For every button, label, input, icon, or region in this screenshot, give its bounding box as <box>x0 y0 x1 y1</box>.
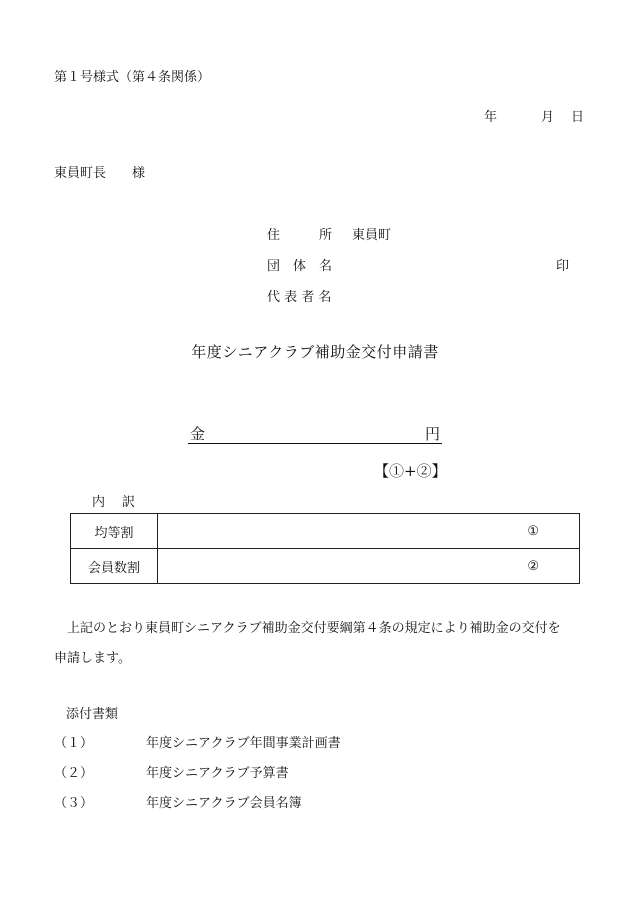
breakdown-marker: ② <box>158 549 580 584</box>
table-row <box>71 514 580 549</box>
breakdown-label: 内 訳 <box>92 495 138 510</box>
address-value: 東員町 <box>352 228 392 243</box>
attachment-text: 年度シニアクラブ年間事業計画書 <box>146 736 341 751</box>
addressee-name: 東員町長 <box>54 166 107 181</box>
breakdown-name: 会員数割 <box>71 549 158 584</box>
address-label: 住 所 <box>267 228 333 243</box>
breakdown-marker: ① <box>158 514 580 549</box>
body-line-2: 申請します。 <box>54 651 131 666</box>
date-day: 日 <box>571 110 585 125</box>
addressee <box>54 166 145 182</box>
date-year: 年 <box>484 110 498 125</box>
amount-suffix: 円 <box>424 425 440 443</box>
applicant-block <box>267 228 391 321</box>
attachments-heading: 添付書類 <box>66 707 119 722</box>
group-row <box>267 259 391 275</box>
list-item <box>54 766 341 782</box>
attachment-text: 年度シニアクラブ予算書 <box>146 766 289 781</box>
attachment-number: （２） <box>54 766 94 781</box>
document-title: 年度シニアクラブ補助金交付申請書 <box>191 343 439 361</box>
group-label: 団 体 名 <box>267 259 333 274</box>
attachments-list <box>54 736 341 826</box>
addressee-honorific: 様 <box>132 166 146 181</box>
date-month: 月 <box>541 110 555 125</box>
attachment-number: （１） <box>54 736 94 751</box>
breakdown-name: 均等割 <box>71 514 158 549</box>
address-row <box>267 228 391 244</box>
representative-row <box>267 290 391 306</box>
date-line <box>484 110 584 126</box>
table-row <box>71 549 580 584</box>
list-item <box>54 736 341 752</box>
breakdown-table <box>70 513 580 584</box>
amount-prefix: 金 <box>190 425 206 443</box>
seal-mark: 印 <box>556 259 570 274</box>
form-number: 第１号様式（第４条関係） <box>54 70 211 85</box>
attachment-text: 年度シニアクラブ会員名簿 <box>146 796 302 811</box>
list-item <box>54 796 341 812</box>
body-line-1: 上記のとおり東員町シニアクラブ補助金交付要綱第４条の規定により補助金の交付を <box>67 621 561 636</box>
representative-label: 代 表 者 名 <box>267 290 332 305</box>
attachment-number: （３） <box>54 796 94 811</box>
amount-line <box>188 426 442 444</box>
body-text <box>54 614 584 674</box>
amount-formula: 【①+②】 <box>374 462 447 480</box>
